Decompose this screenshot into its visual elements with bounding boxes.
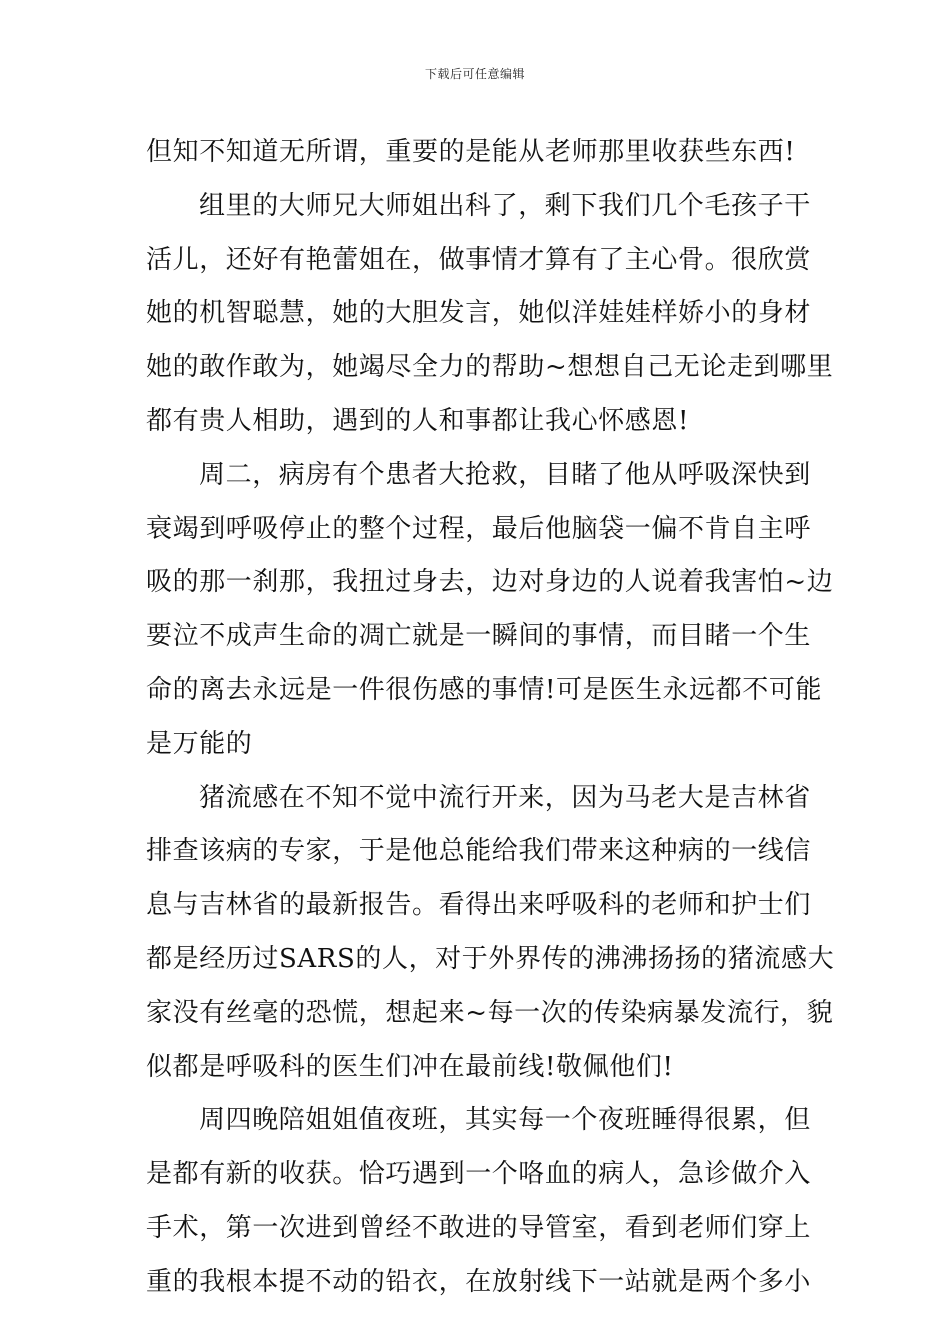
text-line: 吸的那一刹那，我扭过身去，边对身边的人说着我害怕~边 (146, 567, 834, 598)
text-line: 衰竭到呼吸停止的整个过程，最后他脑袋一偏不肯自主呼 (146, 513, 812, 544)
document-body (146, 126, 835, 1310)
text-line: 她的敢作敢为，她竭尽全力的帮助~想想自己无论走到哪里 (146, 352, 834, 383)
text-line: 息与吉林省的最新报告。看得出来呼吸科的老师和护士们 (146, 890, 812, 921)
text-line: 她的机智聪慧，她的大胆发言，她似洋娃娃样娇小的身材 (146, 298, 812, 329)
page-header: 下载后可任意编辑 (424, 67, 525, 81)
text-line: 都有贵人相助，遇到的人和事都让我心怀感恩! (146, 405, 690, 436)
text-line: 排查该病的专家，于是他总能给我们带来这种病的一线信 (146, 836, 812, 867)
text-line: 是万能的 (146, 728, 253, 759)
text-line: 活儿，还好有艳蕾姐在，做事情才算有了主心骨。很欣赏 (146, 244, 812, 275)
text-line: 都是经历过SARS的人，对于外界传的沸沸扬扬的猪流感大 (146, 943, 835, 974)
text-line: 是都有新的收获。恰巧遇到一个咯血的病人，急诊做介入 (146, 1159, 812, 1190)
paragraph-start-line: 周四晚陪姐姐值夜班，其实每一个夜班睡得很累，但 (199, 1105, 811, 1136)
text-line: 手术，第一次进到曾经不敢进的导管室，看到老师们穿上 (146, 1212, 812, 1243)
text-line: 但知不知道无所谓，重要的是能从老师那里收获些东西! (146, 137, 796, 167)
text-line: 命的离去永远是一件很伤感的事情!可是医生永远都不可能 (146, 674, 823, 705)
paragraph-start-line: 组里的大师兄大师姐出科了，剩下我们几个毛孩子干 (199, 190, 811, 221)
paragraph-start-line: 猪流感在不知不觉中流行开来，因为马老大是吉林省 (199, 782, 811, 813)
text-line: 重的我根本提不动的铅衣，在放射线下一站就是两个多小 (146, 1266, 812, 1297)
text-line: 似都是呼吸科的医生们冲在最前线!敬佩他们! (146, 1051, 674, 1082)
text-line: 要泣不成声生命的凋亡就是一瞬间的事情，而目睹一个生 (146, 621, 812, 652)
text-line: 家没有丝毫的恐慌，想起来~每一次的传染病暴发流行，貌 (146, 997, 834, 1028)
paragraph-start-line: 周二，病房有个患者大抢救，目睹了他从呼吸深快到 (199, 459, 811, 490)
